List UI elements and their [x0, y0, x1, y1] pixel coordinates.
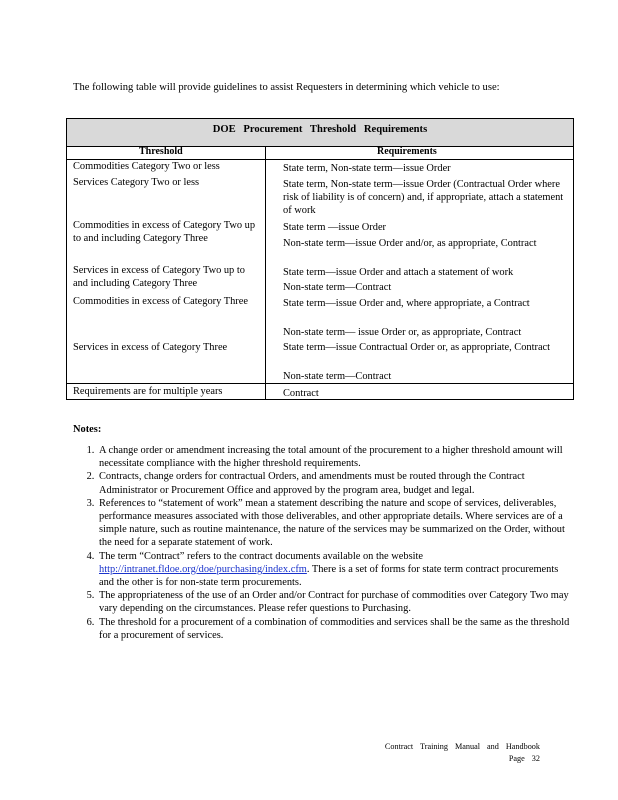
- threshold-cell: Commodities in excess of Category Three: [73, 296, 248, 307]
- notes-heading: Notes:: [73, 424, 102, 435]
- threshold-table: DOE Procurement Threshold Requirements Threshold Requirements Commodities Category Two or less Services Category Two or less Commodities in excess of Category Two up to and including Category Three Services in excess of Category Two up to and including Category Three Commodities in excess of Category Three Services in excess of Category Three Requirements are for multiple years State term, Non-state term—issue Order State term, Non-state term—issue Order (Contractual Order where risk of liability is of concern) and, if appropriate, attach a statement of work State term —issue Order Non-state term—issue Order and/or, as appropriate, Contract State term—issue Order and attach a statement of work Non-state term—Contract State term—issue Order and, where appropriate, a Contract Non-state term— issue Order or, as appropriate, Contract State term—issue Contractual Order or, as appropriate, Contract Non-state term—Contract Contract: [66, 118, 574, 400]
- notes-list: [73, 444, 572, 642]
- threshold-cell: Services in excess of Category Two up to and including Category Three: [73, 265, 245, 289]
- threshold-cell: Services in excess of Category Three: [73, 342, 228, 353]
- footer-title: Contract Training Manual and Handbook: [384, 742, 540, 751]
- page-footer: [385, 741, 540, 765]
- note-item: 5. The appropriateness of the use of an Order and/or Contract for purchase of commodities over Category Two may vary depending on the circumstances. Please refer questions to Purchasing.: [97, 589, 572, 615]
- purchasing-forms-link[interactable]: http://intranet.fldoe.org/doe/purchasing/index.cfm: [99, 563, 307, 575]
- intro-text: The following table will provide guidelines to assist Requesters in determining which vehicle to use:: [73, 82, 500, 93]
- table-title: DOE Procurement Threshold Requirements: [67, 119, 573, 147]
- threshold-cell: Services Category Two or less: [73, 177, 200, 188]
- note-item: 1. A change order or amendment increasing the total amount of the procurement to a higher threshold amount will necessitate compliance with the higher threshold requirements.: [97, 444, 572, 470]
- requirements-column-header: Requirements: [377, 146, 437, 157]
- threshold-cell: Commodities in excess of Category Two up to and including Category Three: [73, 220, 256, 244]
- note-item: 6. The threshold for a procurement of a combination of commodities and services shall be the same as the threshold for a procurement of services.: [97, 616, 572, 642]
- threshold-cell: Commodities Category Two or less: [73, 161, 220, 172]
- row-divider: [67, 383, 573, 384]
- note-item: 3. References to “statement of work” mean a statement describing the nature and scope of services, deliverables, performance measures associated with those deliverables, and other appropriate details. Where services are of a simple nature, such as routine maintenance, the nature of the services may be summarized on the Order, without the need for a separate statement of work.: [97, 497, 572, 550]
- note-item: 4. The term “Contract” refers to the contract documents available on the website http://intranet.fldoe.org/doe/purchasing/index.cfm. There is a set of forms for state term contract procurements and the other is for non-state term procurements.: [97, 550, 572, 590]
- threshold-cell: Requirements are for multiple years: [73, 386, 223, 397]
- note-item: 2. Contracts, change orders for contractual Orders, and amendments must be routed through the Contract Administrator or Procurement Office and approved by the program area, budget and legal.: [97, 470, 572, 496]
- threshold-column-header: Threshold: [139, 146, 183, 157]
- table-header: [67, 146, 573, 160]
- page-number: Page 32: [508, 754, 540, 763]
- column-divider: [265, 146, 266, 399]
